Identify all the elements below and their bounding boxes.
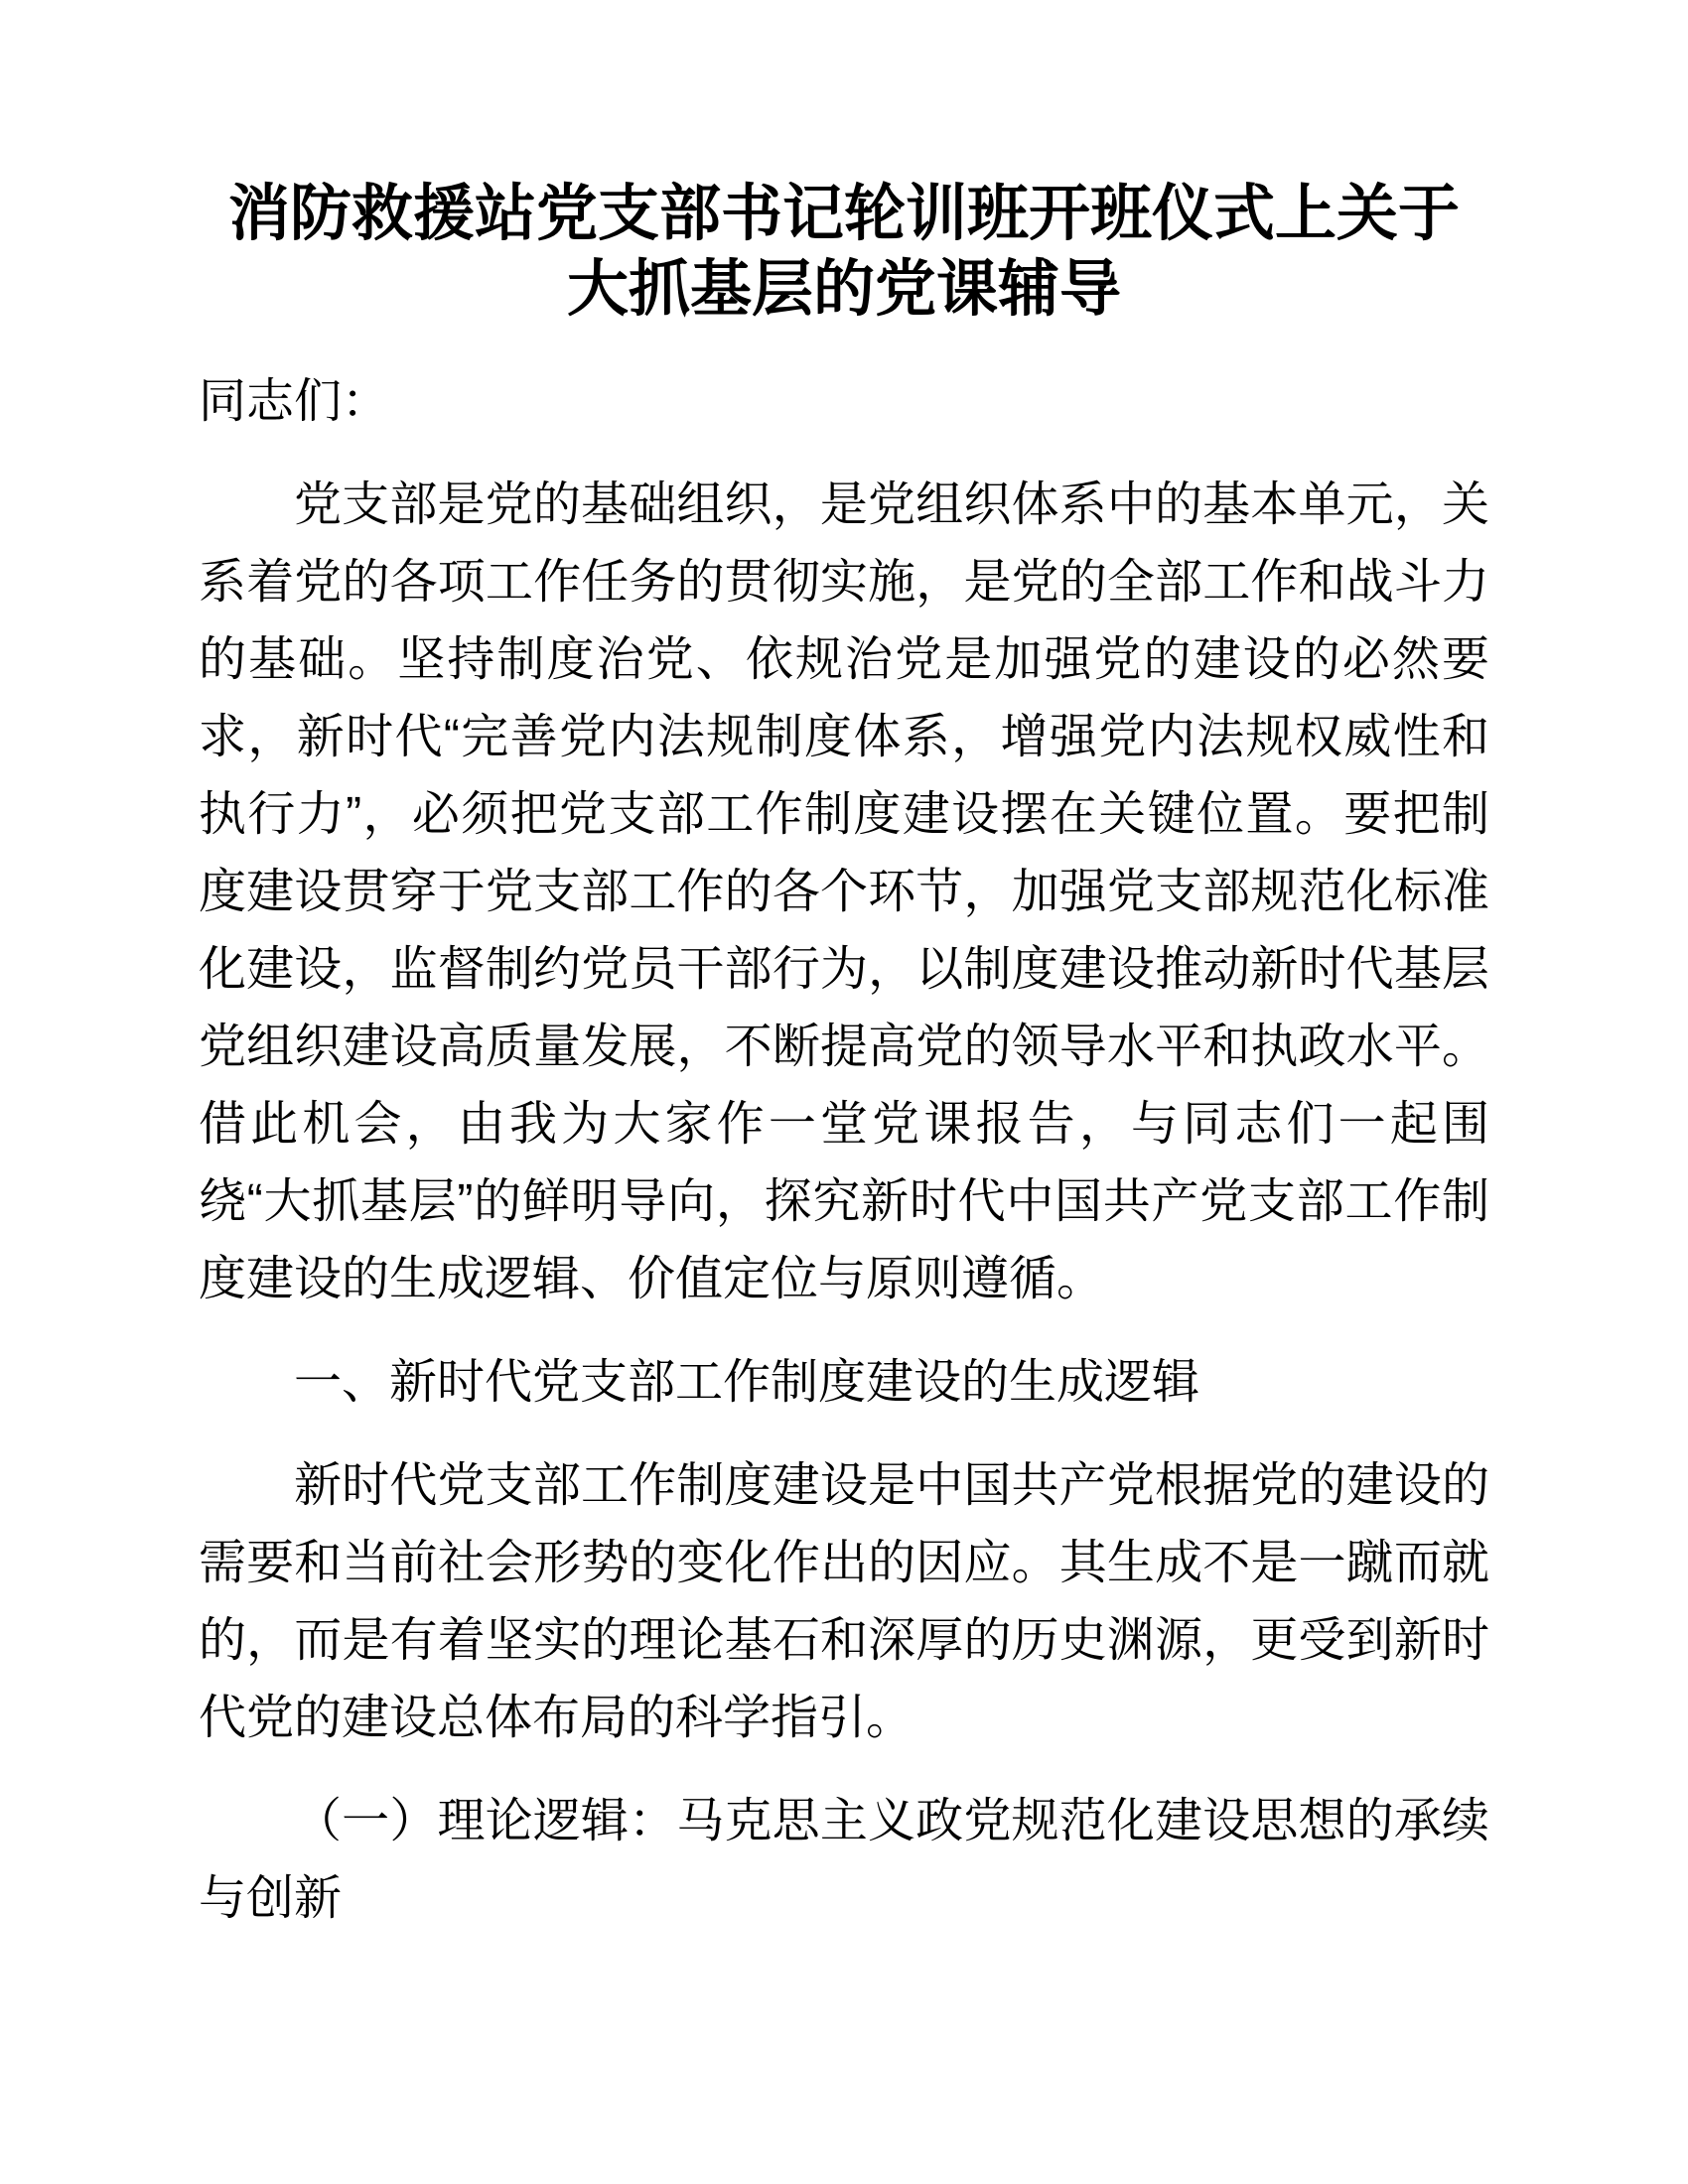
section-heading-1: 一、新时代党支部工作制度建设的生成逻辑 xyxy=(294,1356,1200,1409)
salutation: 同志们： xyxy=(199,375,390,428)
document-title: 消防救援站党支部书记轮训班开班仪式上关于大抓基层的党课辅导 xyxy=(227,180,1460,324)
subsection-heading-1-1: （一）理论逻辑：马克思主义政党规范化建设思想的承续与创新 xyxy=(199,1795,1489,1925)
paragraph-section-1: 新时代党支部工作制度建设是中国共产党根据党的建设的需要和当前社会形势的变化作出的因应。其生成不是一蹴而就的，而是有着坚实的理论基石和深厚的历史渊源，更受到新时代党的建设总体布局的科学指引。 xyxy=(199,1459,1489,1744)
paragraph-intro: 党支部是党的基础组织，是党组织体系中的基本单元，关系着党的各项工作任务的贯彻实施，是党的全部工作和战斗力的基础。坚持制度治党、依规治党是加强党的建设的必然要求，新时代“完善党内法规制度体系，增强党内法规权威性和执行力”，必须把党支部工作制度建设摆在关键位置。要把制度建设贯穿于党支部工作的各个环节，加强党支部规范化标准化建设，监督制约党员干部行为，以制度建设推动新时代基层党组织建设高质量发展，不断提高党的领导水平和执政水平。借此机会，由我为大家作一堂党课报告，与同志们一起围绕“大抓基层”的鲜明导向，探究新时代中国共产党支部工作制度建设的生成逻辑、价值定位与原则遵循。 xyxy=(199,478,1489,1305)
